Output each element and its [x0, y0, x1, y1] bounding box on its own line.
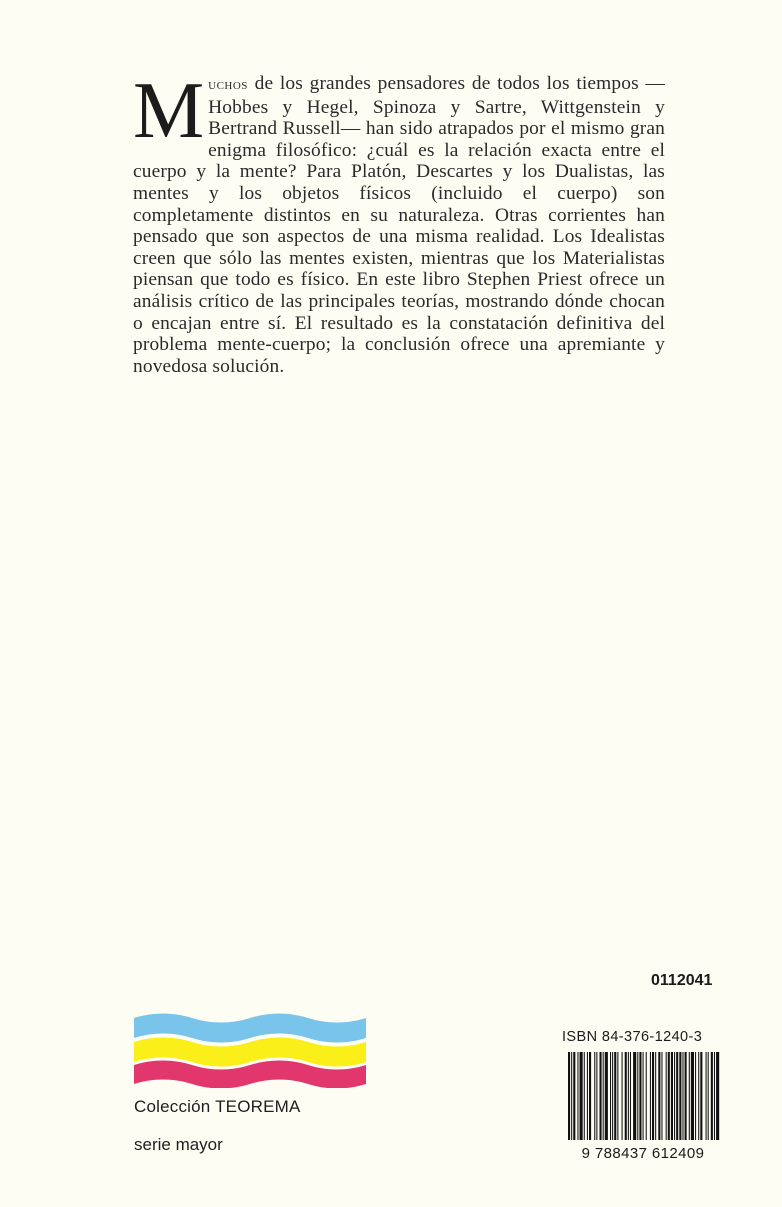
barcode-bar: [603, 1052, 604, 1140]
barcode-bar: [637, 1052, 638, 1140]
series-name: serie mayor: [134, 1135, 223, 1154]
wavy-stripes-logo-icon: [134, 1010, 366, 1088]
barcode-icon: [562, 1050, 724, 1162]
lead-in-smallcaps: uchos: [208, 77, 248, 93]
barcode-bar: [633, 1052, 636, 1140]
barcode-bar: [682, 1052, 683, 1140]
barcode-bar: [661, 1052, 662, 1140]
barcode-bar: [612, 1052, 613, 1140]
barcode-bar: [716, 1052, 719, 1140]
barcode-bar: [691, 1052, 694, 1140]
barcode-bar: [573, 1052, 575, 1140]
barcode-bar: [700, 1052, 702, 1140]
barcode-bar: [580, 1052, 583, 1140]
barcode-bar: [610, 1052, 611, 1140]
blurb-paragraph: [133, 67, 665, 377]
barcode-bar: [646, 1052, 647, 1140]
catalog-number: 0112041: [651, 972, 713, 989]
barcode-bar: [655, 1052, 656, 1140]
barcode-bar: [668, 1052, 670, 1140]
barcode-bar: [708, 1052, 709, 1140]
barcode-bar: [695, 1052, 696, 1140]
barcode-bar: [600, 1052, 602, 1140]
barcode-bar: [589, 1052, 591, 1140]
barcode-bar: [630, 1052, 631, 1140]
barcode-bar: [568, 1052, 570, 1140]
barcode-bar: [711, 1052, 713, 1140]
collection-name: Colección TEOREMA: [134, 1097, 301, 1116]
blurb-text: de los grandes pensadores de todos los tiempos —Hobbes y Hegel, Spinoza y Sartre, Wittgenstein y Bertrand Russell— han sido atrapados por el mismo gran enigma filosófico: ¿cuál es la relación exacta entre el cuerpo y la mente? Para Platón, Descartes y los Dualistas, las mentes y los objetos físicos (incluido el cuerpo) son completamente distintos en su naturaleza. Otras corrientes han pensado que son aspectos de una misma realidad. Los Idealistas creen que sólo las mentes existen, mientras que los Materialistas piensan que todo es físico. En este libro Stephen Priest ofrece un análisis crítico de las principales teorías, mostrando dónde chocan o encajan entre sí. El resultado es la constatación definitiva del problema mente-cuerpo; la conclusión ofrece una apremiante y novedosa solución.: [133, 73, 665, 377]
barcode-bar: [584, 1052, 585, 1140]
barcode-bar: [714, 1052, 715, 1140]
barcode-bar: [625, 1052, 627, 1140]
barcode-bar: [666, 1052, 667, 1140]
barcode-bar: [706, 1052, 707, 1140]
isbn-label: ISBN 84-376-1240-3: [562, 1029, 703, 1045]
barcode-bar: [643, 1052, 644, 1140]
barcode-bar: [594, 1052, 595, 1140]
barcode-digits: 9 788437 612409: [581, 1145, 705, 1162]
barcode-bar: [577, 1052, 578, 1140]
barcode-bar: [685, 1052, 687, 1140]
collection-logo: [134, 1010, 366, 1088]
barcode-bar: [617, 1052, 618, 1140]
barcode-bar: [628, 1052, 629, 1140]
barcode-bar: [652, 1052, 654, 1140]
barcode-bar: [679, 1052, 681, 1140]
barcode-bars: [568, 1052, 719, 1140]
barcode-bar: [571, 1052, 572, 1140]
barcode-bar: [622, 1052, 623, 1140]
barcode-bar: [698, 1052, 699, 1140]
barcode-bar: [650, 1052, 651, 1140]
barcode-bar: [671, 1052, 673, 1140]
barcode-bar: [674, 1052, 675, 1140]
barcode-bar: [605, 1052, 608, 1140]
barcode-bar: [658, 1052, 660, 1140]
barcode-bar: [689, 1052, 690, 1140]
barcode-bar: [587, 1052, 588, 1140]
barcode-bar: [614, 1052, 616, 1140]
barcode-bar: [676, 1052, 678, 1140]
barcode-bar: [596, 1052, 597, 1140]
barcode: [562, 1050, 724, 1162]
barcode-bar: [639, 1052, 641, 1140]
drop-cap: M: [133, 67, 203, 155]
